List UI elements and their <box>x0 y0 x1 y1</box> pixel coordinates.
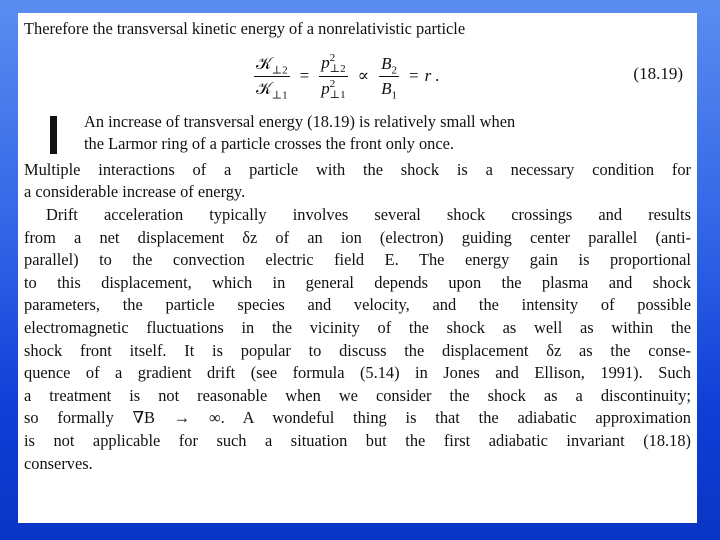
intro-text: Therefore the transversal kinetic energy of a nonrelativistic particle <box>24 19 466 38</box>
margin-bar <box>50 116 57 154</box>
k-numerator-sub: ⊥2 <box>271 64 288 77</box>
text-line: shock front itself. It is popular to discuss the displacement δz as the conse- <box>24 340 691 360</box>
remark-line: the Larmor ring of a particle crosses the front only once. <box>84 134 455 154</box>
p-numerator-sup: 2 <box>329 52 336 65</box>
text-line: Drift acceleration typically involves several shock crossings and results <box>46 204 691 224</box>
proportional-sign: ∝ <box>357 66 370 86</box>
remark-block <box>24 111 691 156</box>
p-numerator-sub: ⊥2 <box>329 63 346 76</box>
paragraph-2 <box>24 204 691 475</box>
fraction-field <box>379 53 399 100</box>
equation-18-19 <box>24 45 691 109</box>
p-numerator: p <box>321 53 330 72</box>
remark-line: An increase of transversal energy (18.19) is relatively small when <box>84 111 516 131</box>
equals-sign-2: = <box>409 66 419 86</box>
p-denominator: p <box>321 79 330 99</box>
text-line: parallel) to the convection electric field E. The energy gain is proportional <box>24 250 691 270</box>
text-line: to this displacement, which in general depends upon the plasma and shock <box>24 272 691 292</box>
b-numerator: B <box>381 54 392 74</box>
fraction-momentum <box>319 52 347 101</box>
text-line: a considerable increase of energy. <box>24 182 246 202</box>
k-numerator: 𝒦 <box>256 54 272 74</box>
text-line: Multiple interactions of a particle with the shock is a necessary condition for <box>24 159 691 179</box>
equation-rhs: r . <box>424 66 440 86</box>
text-line: parameters, the particle species and velocity, and the intensity of possible <box>24 295 691 315</box>
fraction-kinetic-energy <box>254 53 290 100</box>
k-denominator: 𝒦 <box>256 79 272 99</box>
p-denominator-sub: ⊥1 <box>329 89 346 102</box>
text-line: electromagnetic fluctuations in the vicinity of the shock as well as within the <box>24 317 691 337</box>
p-denominator-sup: 2 <box>329 78 336 91</box>
b-denominator-sub: 1 <box>391 89 398 102</box>
text-line: a treatment is not reasonable when we consider the shock as a discontinuity; <box>24 385 691 405</box>
text-line: is not applicable for such a situation but the first adiabatic invariant (18.18) <box>24 430 691 450</box>
text-line: so formally ∇B → ∞. A wondeful thing is that the adiabatic approximation <box>24 408 691 428</box>
equals-sign-1: = <box>299 66 310 86</box>
b-denominator: B <box>381 79 392 99</box>
equation-number: (18.19) <box>633 63 683 83</box>
paragraph-1 <box>24 159 691 204</box>
equation-body <box>250 45 440 109</box>
b-numerator-sub: 2 <box>391 64 398 77</box>
k-denominator-sub: ⊥1 <box>271 89 288 102</box>
text-line: quence of a gradient drift (see formula (5.14) in Jones and Ellison, 1991). Such <box>24 363 691 383</box>
document-page <box>18 13 697 523</box>
text-line: from a net displacement δz of an ion (electron) guiding center parallel (anti- <box>24 227 691 247</box>
text-line: conserves. <box>24 453 93 473</box>
